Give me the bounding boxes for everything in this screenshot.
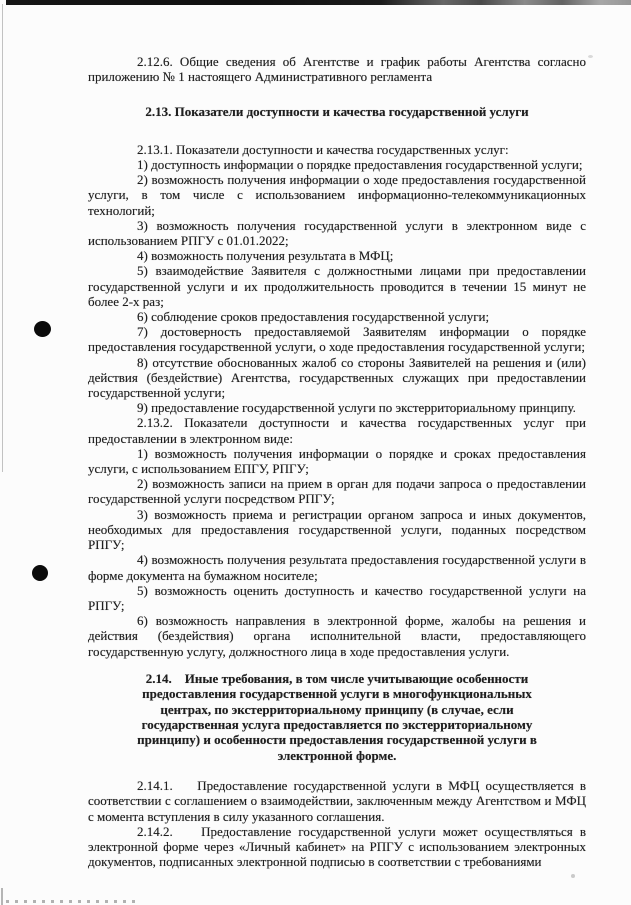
scan-bottom-smudge: [6, 900, 138, 903]
list-item-2-13-2-1: 1) возможность получения информации о порядке и сроках предоставления услуги, с использованием ЕПГУ, РПГУ;: [88, 445, 586, 477]
list-item-2-13-1-7: 7) достоверность предоставляемой Заявителям информации о порядке предоставления государственной услуги, о ходе предоставления государственной услуги;: [88, 324, 586, 355]
paragraph-2-14-1: 2.14.1. Предоставление государственной услуги в МФЦ осуществляется в соответствии с соглашением о взаимодействии, заключенным между Агентством и МФЦ с момента вступления в силу указанного соглашения.: [88, 778, 586, 824]
list-item-2-13-1-4: 4) возможность получения результата в МФЦ;: [137, 248, 394, 264]
list-item-2-13-2-4: 4) возможность получения результата предоставления государственной услуги в форме документа на бумажном носителе;: [88, 552, 586, 583]
heading-2-14: 2.14. Иные требования, в том числе учитывающие особенности предоставления государственной услуги в многофункциональных центрах, по экстерриториальному принципу (в случае, если государственная услуга предоставляется по экстерриториальному принципу) и особенности предоставления государственной услуги в электронной форме.: [137, 670, 537, 763]
list-item-2-13-2-2: 2) возможность записи на прием в орган для подачи запроса о предоставлении государственной услуги посредством РПГУ;: [88, 476, 586, 507]
scan-left-edge-line-bottom: [1, 888, 3, 905]
hole-punch-mark-upper: [34, 321, 51, 337]
scan-speck-right: [571, 874, 575, 878]
scan-left-edge-line: [2, 4, 3, 472]
list-item-2-13-1-5: 5) взаимодействие Заявителя с должностными лицами при предоставлении государственной услуги и их продолжительность проводится в течении 15 минут не более 2-х раз;: [88, 263, 586, 309]
list-item-2-13-1-1: 1) доступность информации о порядке предоставления государственной услуги;: [137, 157, 583, 173]
scan-speck-top-right: [588, 55, 593, 58]
list-item-2-13-1-8: 8) отсутствие обоснованных жалоб со стороны Заявителей на решения и (или) действия (бездействие) Агентства, государственных служащих при предоставлении государственной услуги;: [88, 354, 586, 401]
list-item-2-13-1-3: 3) возможность получения государственной услуги в электронном виде с использованием РПГУ с 01.01.2022;: [88, 217, 586, 249]
paragraph-2-12-6: 2.12.6. Общие сведения об Агентстве и график работы Агентства согласно приложению № 1 настоящего Административного регламента: [88, 54, 586, 85]
hole-punch-mark-lower: [32, 565, 48, 581]
list-item-2-13-2-5: 5) возможность оценить доступность и качество государственной услуги на РПГУ;: [88, 582, 586, 613]
heading-2-13: 2.13. Показатели доступности и качества государственной услуги: [145, 104, 529, 120]
document-text-column: [88, 54, 586, 869]
list-item-2-13-1-9: 9) предоставление государственной услуги по экстерриториальному принципу.: [137, 400, 576, 416]
list-item-2-13-2-6: 6) возможность направления в электронной форме, жалобы на решения и действия (бездействия) органа исполнительной власти, предоставляющего государственную услугу, должностного лица в ходе предоставления услуги.: [88, 613, 586, 659]
paragraph-2-13-2: 2.13.2. Показатели доступности и качества государственных услуг при предоставлении в электронном виде:: [88, 415, 586, 446]
list-item-2-13-1-2: 2) возможность получения информации о ходе предоставления государственной услуги, в том числе с использованием информационно-телекоммуникационных технологий;: [88, 172, 586, 218]
paragraph-2-14-2: 2.14.2. Предоставление государственной услуги может осуществляться в электронной форме через «Личный кабинет» на РПГУ с использованием электронных документов, подписанных электронной подписью в соответствии с требованиями: [88, 823, 586, 870]
scan-top-edge-artifact: [6, 0, 631, 5]
paragraph-2-13-1: 2.13.1. Показатели доступности и качества государственных услуг:: [137, 141, 509, 157]
list-item-2-13-1-6: 6) соблюдение сроков предоставления государственной услуги;: [137, 309, 490, 325]
list-item-2-13-2-3: 3) возможность приема и регистрации органом запроса и иных документов, необходимых для предоставления государственной услуги, поданных посредством РПГУ;: [88, 506, 586, 553]
